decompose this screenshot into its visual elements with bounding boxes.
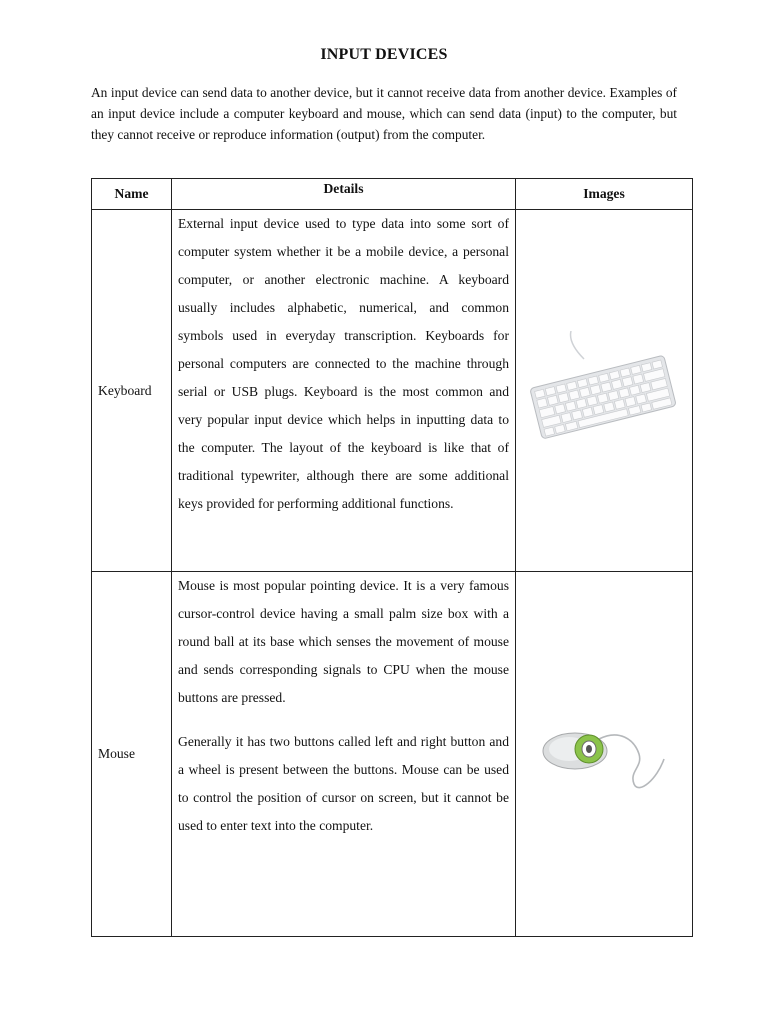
table-row bbox=[92, 572, 693, 937]
mouse-image bbox=[516, 572, 693, 937]
header-details: Details bbox=[172, 179, 516, 210]
row-details bbox=[172, 572, 516, 937]
input-devices-table bbox=[91, 178, 693, 937]
keyboard-icon bbox=[529, 331, 679, 451]
header-name: Name bbox=[92, 179, 172, 210]
intro-paragraph: An input device can send data to another device, but it cannot receive data from another device. Examples of an input device include a computer keyboard and mouse, which can send data (input) to the computer, but they cannot receive or reproduce information (output) from the computer. bbox=[91, 85, 677, 143]
row-name: Mouse bbox=[92, 572, 172, 937]
details-paragraph: External input device used to type data into some sort of computer system whether it be a mobile device, a personal computer, or another electronic machine. A keyboard usually includes alphabetic, numerical, and common symbols used in everyday transcription. Keyboards for personal computers are connected to the machine through serial or USB plugs. Keyboard is the most common and very popular input device which helps in inputting data to the computer. The layout of the keyboard is like that of traditional typewriter, although there are some additional keys provided for performing additional functions. bbox=[178, 216, 509, 511]
table-header-row bbox=[92, 179, 693, 210]
mouse-icon bbox=[539, 709, 669, 799]
details-paragraph: Mouse is most popular pointing device. It is a very famous cursor-control device having a small palm size box with a round ball at its base which senses the movement of mouse and sends corresponding signals to CPU when the mouse buttons are pressed. bbox=[178, 578, 509, 705]
row-details bbox=[172, 210, 516, 572]
page-title: INPUT DEVICES bbox=[320, 46, 448, 63]
table-row bbox=[92, 210, 693, 572]
keyboard-image bbox=[516, 210, 693, 572]
details-paragraph: Generally it has two buttons called left and right button and a wheel is present between the buttons. Mouse can be used to control the position of cursor on screen, but it cannot be used to enter text into the computer. bbox=[178, 734, 509, 833]
row-name: Keyboard bbox=[92, 210, 172, 572]
header-images: Images bbox=[516, 179, 693, 210]
